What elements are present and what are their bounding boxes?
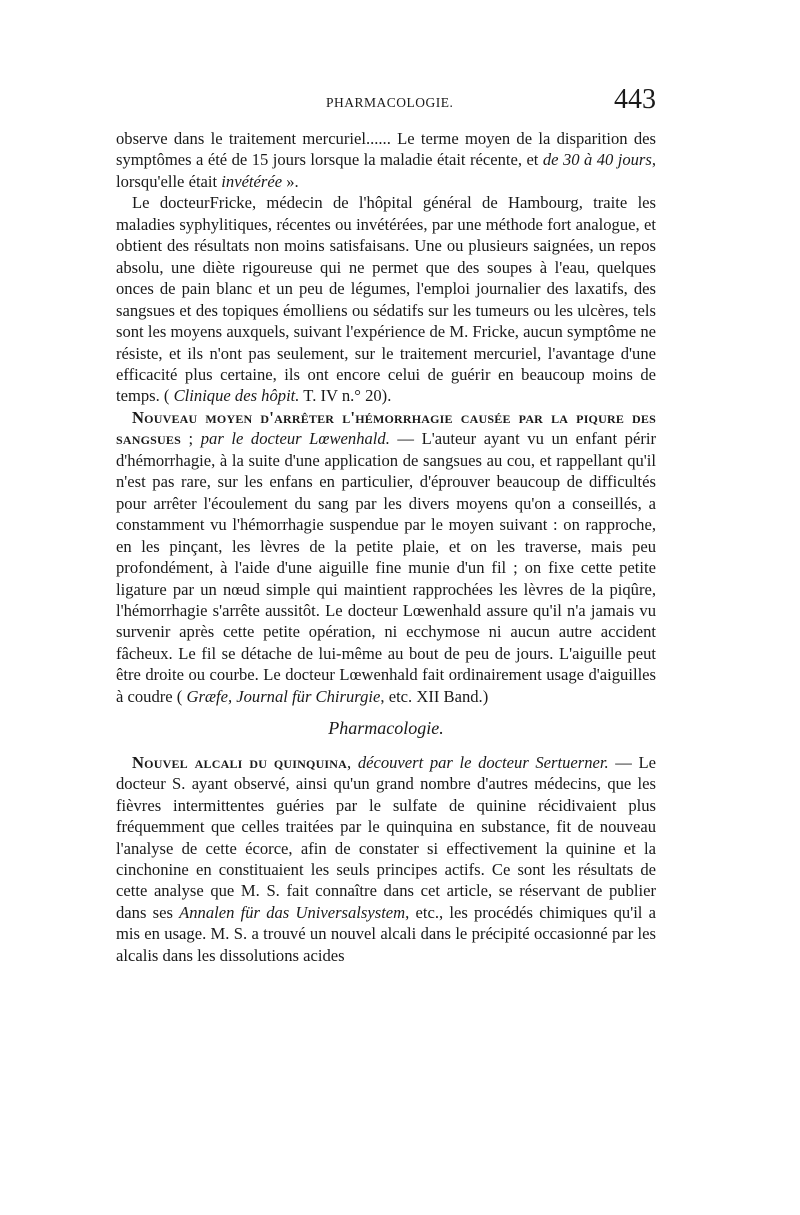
paragraph-continued: observe dans le traitement mercuriel...... Le terme moyen de la disparition des symptômes a été de 15 jours lorsque la maladie était récente, et de 30 à 40 jours, lorsqu'elle était invétérée ». <box>116 129 657 191</box>
page-header <box>116 86 656 128</box>
paragraph-fricke: Le docteurFricke, médecin de l'hôpital général de Hambourg, traite les maladies syphylitiques, récentes ou invétérées, par une méthode fort analogue, et obtient des résultats non moins satisfaisans. Une ou plusieurs saignées, un repos absolu, une diète rigoureuse qui ne permet que des soupes à l'eau, quelques onces de pain blanc et un peu de légumes, l'emploi journalier des laxatifs, des sangsues et des topiques émolliens ou sédatifs sur les tumeurs ou les ulcères, tels sont les moyens auxquels, suivant l'expérience de M. Fricke, aucun symptôme ne résiste, et ils n'ont pas seulement, sur le traitement mercuriel, l'avantage d'une efficacité plus certaine, ils ont encore celui de guérir en beaucoup moins de temps. ( Clinique des hôpit. T. IV n.° 20). <box>116 193 656 406</box>
article-heading: Nouvel alcali du quinquina <box>132 752 348 772</box>
paragraph-quinquina: Nouvel alcali du quinquina, découvert par le docteur Sertuerner. — Le docteur S. ayant observé, ainsi qu'un grand nombre d'autres médecins, que les fièvres intermittentes guéries par le sulfate de quinine récidivaient plus fréquemment que celles traitées par le quinquina en substance, fit de nouveau l'analyse de cette écorce, afin de constater si effectivement la quinine et la cinchonine en constituaient les seuls principes actifs. Ce sont les résultats de cette analyse que M. S. fait connaître dans cet article, se réservant de publier dans ses Annalen für das Universalsystem, etc., les procédés chimiques qu'il a mis en usage. M. S. a trouvé un nouvel alcali dans le précipité occasionné par les alcalis dans les dissolutions acides <box>116 752 656 965</box>
article-heading: Nouveau moyen d'arrêter l'hémorrhagie causée par la piqure des sangsues <box>116 407 656 449</box>
running-title: PHARMACOLOGIE. <box>326 95 454 110</box>
main-text <box>116 128 656 966</box>
paragraph-leeches: Nouveau moyen d'arrêter l'hémorrhagie causée par la piqure des sangsues ; par le docteur Lœwenhald. — L'auteur ayant vu un enfant périr d'hémorrhagie, à la suite d'une application de sangsues au cou, et rappellant qu'il n'est pas rare, sur les enfans en particulier, d'éprouver beaucoup de difficultés pour arrêter l'écoulement du sang par les divers moyens qu'on a conseillés, a constamment vu l'hémorrhagie suspendue par le moyen suivant : on rapproche, en les pinçant, les lèvres de la petite plaie, et on les traverse, mais peu profondément, à l'aide d'une aiguille fine munie d'un fil ; on fixe cette petite ligature par un nœud simple qui maintient rapprochées les lèvres de la piqûre, l'hémorrhagie s'arrête aussitôt. Le docteur Lœwenhald assure qu'il n'a jamais vu survenir après cette petite opération, ni ecchymose ni aucun autre accident fâcheux. Le fil se détache de lui-même au bout de peu de jours. L'aiguille peut être droite ou courbe. Le docteur Lœwenhald fait ordinairement usage d'aiguilles à coudre ( Græfe, Journal für Chirurgie, etc. XII Band.) <box>116 407 656 706</box>
book-page <box>116 86 656 1186</box>
section-title: Pharmacologie. <box>328 718 444 739</box>
page-number: 443 <box>614 84 656 115</box>
